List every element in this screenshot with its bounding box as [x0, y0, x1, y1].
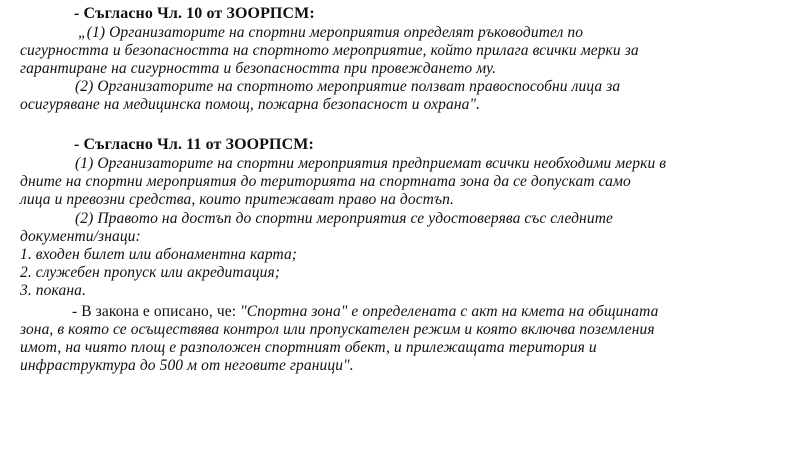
art11-para1-line2: дните на спортни мероприятия до територията на спортната зона да се допускат само [20, 173, 631, 190]
art11-para1-line1: (1) Организаторите на спортни мероприятия предприемат всички необходими мерки в [75, 155, 667, 172]
art10-para2-line2: осигуряване на медицинска помощ, пожарна безопасност и охрана". [20, 96, 481, 113]
art10-para1-line1: „(1) Организаторите на спортни мероприятия определят ръководител по [78, 24, 584, 41]
section-heading-art10: - Съгласно Чл. 10 от ЗООРПСМ: [74, 5, 315, 22]
art11-para2-line2: документи/знаци: [20, 228, 141, 245]
law-definition-line2: зона, в която се осъществява контрол или пропускателен режим и която включва поземления [20, 321, 655, 338]
art11-para2-line1: (2) Правото на достъп до спортни мероприятия се удостоверява със следните [75, 210, 613, 227]
art10-para2-line1: (2) Организаторите на спортното мероприятие ползват правоспособни лица за [75, 78, 621, 95]
art10-para1-line2: сигурността и безопасността на спортното мероприятие, който прилага всички мерки за [20, 42, 639, 59]
list-item-3: 3. покана. [20, 282, 86, 299]
law-definition-quote: "Спортна зона" е определената с акт на кмета на общината [240, 303, 659, 320]
art10-para1-line3: гарантиране на сигурността и безопасността при провеждането му. [20, 60, 497, 77]
law-definition-line3: имот, на чиято площ е разположен спортният обект, и прилежащата територия и [20, 339, 597, 356]
law-definition-line4: инфраструктура до 500 м от неговите граници". [20, 357, 354, 374]
list-item-2: 2. служебен пропуск или акредитация; [20, 264, 281, 281]
section-heading-art11: - Съгласно Чл. 11 от ЗООРПСМ: [74, 136, 314, 153]
list-item-1: 1. входен билет или абонаментна карта; [20, 246, 298, 263]
law-definition-lead: - В закона е описано, че: [72, 303, 241, 320]
art11-para1-line3: лица и превозни средства, които притежават право на достъп. [20, 191, 454, 208]
law-definition-line1 [72, 303, 658, 321]
